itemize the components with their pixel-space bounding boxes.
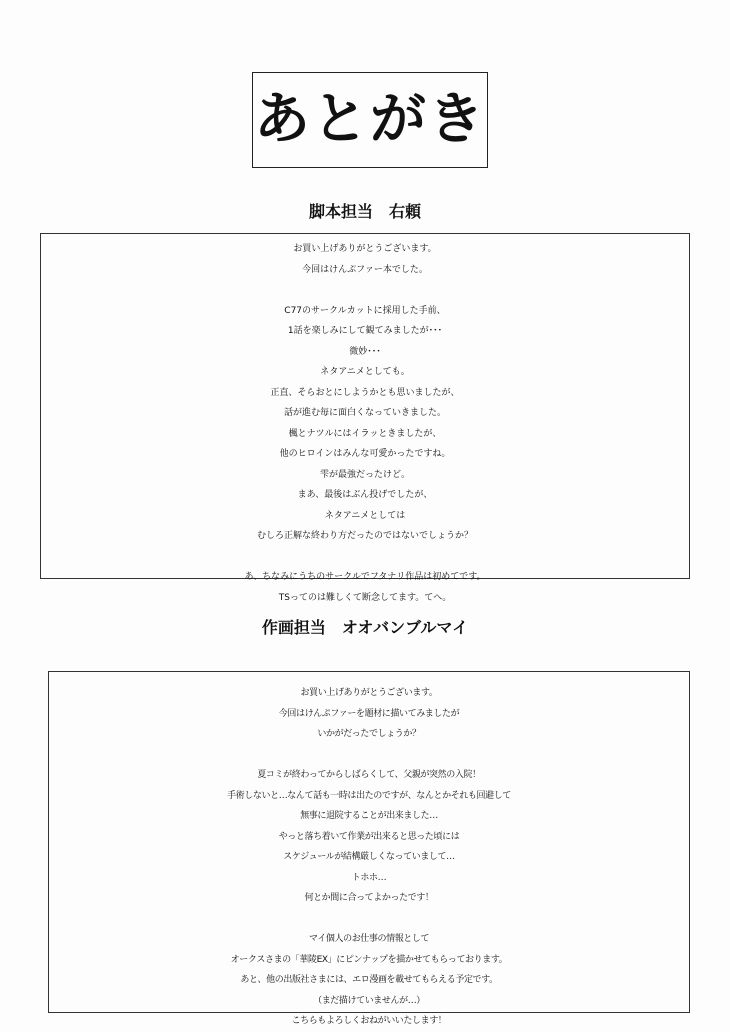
script-afterword-text: お買い上げありがとうございます。 今回はけんぷファー本でした。 C77のサークルカットに採用した手前、 1話を楽しみにして観てみましたが･･･ 微妙･･･ ネタアニメとしても。 正直、そらおとにしようかとも思いましたが、 話が進む毎に面白くなっていきました。 楓とナツルにはイラッときましたが、 他のヒロインはみんな可愛かったですね。 雫が最強だったけど。 まあ、最後はぶん投げでしたが、 ネタアニメとしては むしろ正解な終わり方だったのではないでしょうか？ あ、ちなみにうちのサークルでフタナリ作品は初めてです。 TSってのは難しくて断念してます。てへ。 [244, 244, 486, 603]
art-afterword-text: お買い上げありがとうございます。 今回はけんぷファーを題材に描いてみましたが いかがだったでしょうか？ 夏コミが終わってからしばらくして、父親が突然の入院！ 手術しないと…なんて話も一時は出たのですが、なんとかそれも回避して 無事に退院することが出来ました… やっと落ち着いて作業が出来ると思った頃には スケジュールが結構厳しくなっていまして… トホホ… 何とか間に合ってよかったです！ マイ個人のお仕事の情報として オークスさまの「華陵EX」にピンナップを描かせてもらっております。 あと、他の出版社さまには、エロ漫画を載せてもらえる予定です。 （まだ描けていませんが…） こちらもよろしくおねがいいたします！ [227, 688, 511, 1026]
script-afterword-box [40, 233, 690, 603]
art-afterword-box [48, 671, 690, 1026]
title-box [252, 72, 488, 168]
section-heading-art: 作画担当 オオバンブルマイ [261, 618, 469, 637]
page-title: あとがき [254, 87, 486, 152]
section-heading-script: 脚本担当 右頼 [308, 202, 421, 221]
